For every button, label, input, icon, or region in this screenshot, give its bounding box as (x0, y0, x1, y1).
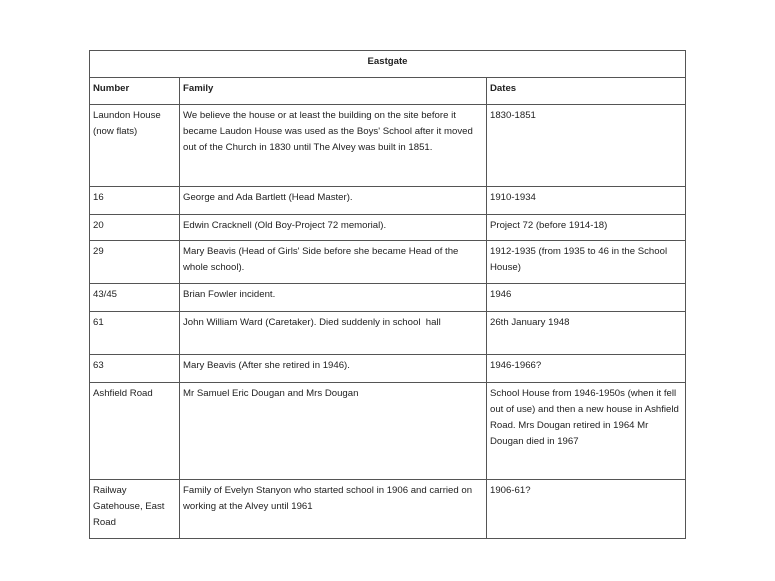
cell-dates: School House from 1946-1950s (when it fell out of use) and then a new house in Ashfield Road. Mrs Dougan retired in 1964 Mr Dougan died in 1967 (487, 383, 686, 480)
table-row (90, 355, 686, 383)
table-title: Eastgate (90, 51, 686, 78)
table-row (90, 480, 686, 539)
cell-family: Family of Evelyn Stanyon who started school in 1906 and carried on working at the Alvey until 1961 (180, 480, 487, 539)
cell-family: We believe the house or at least the building on the site before it became Laudon House was used as the Boys' School after it moved out of the Church in 1830 until The Alvey was built in 1851. (180, 105, 487, 187)
table-row (90, 312, 686, 355)
table-row (90, 241, 686, 284)
cell-number: 29 (90, 241, 180, 284)
cell-number: Ashfield Road (90, 383, 180, 480)
cell-dates: Project 72 (before 1914-18) (487, 215, 686, 241)
cell-family: George and Ada Bartlett (Head Master). (180, 187, 487, 215)
cell-family: John William Ward (Caretaker). Died suddenly in school hall (180, 312, 487, 355)
table-row (90, 105, 686, 187)
header-number: Number (90, 78, 180, 105)
cell-number: 63 (90, 355, 180, 383)
cell-dates: 1910-1934 (487, 187, 686, 215)
table-row (90, 187, 686, 215)
cell-dates: 1946-1966? (487, 355, 686, 383)
cell-number: Railway Gatehouse, East Road (90, 480, 180, 539)
eastgate-table (89, 50, 686, 539)
cell-dates: 1906-61? (487, 480, 686, 539)
cell-dates: 1912-1935 (from 1935 to 46 in the School House) (487, 241, 686, 284)
cell-number: Laundon House (now flats) (90, 105, 180, 187)
header-family: Family (180, 78, 487, 105)
cell-dates: 26th January 1948 (487, 312, 686, 355)
cell-family: Brian Fowler incident. (180, 284, 487, 312)
table-row (90, 284, 686, 312)
cell-number: 20 (90, 215, 180, 241)
cell-number: 16 (90, 187, 180, 215)
table-header-row (90, 78, 686, 105)
cell-family: Mary Beavis (After she retired in 1946). (180, 355, 487, 383)
table-title-row (90, 51, 686, 78)
cell-dates: 1946 (487, 284, 686, 312)
header-dates: Dates (487, 78, 686, 105)
cell-family: Mr Samuel Eric Dougan and Mrs Dougan (180, 383, 487, 480)
cell-family: Mary Beavis (Head of Girls' Side before she became Head of the whole school). (180, 241, 487, 284)
table-row (90, 383, 686, 480)
cell-number: 43/45 (90, 284, 180, 312)
table-row (90, 215, 686, 241)
cell-family: Edwin Cracknell (Old Boy-Project 72 memorial). (180, 215, 487, 241)
cell-dates: 1830-1851 (487, 105, 686, 187)
cell-number: 61 (90, 312, 180, 355)
